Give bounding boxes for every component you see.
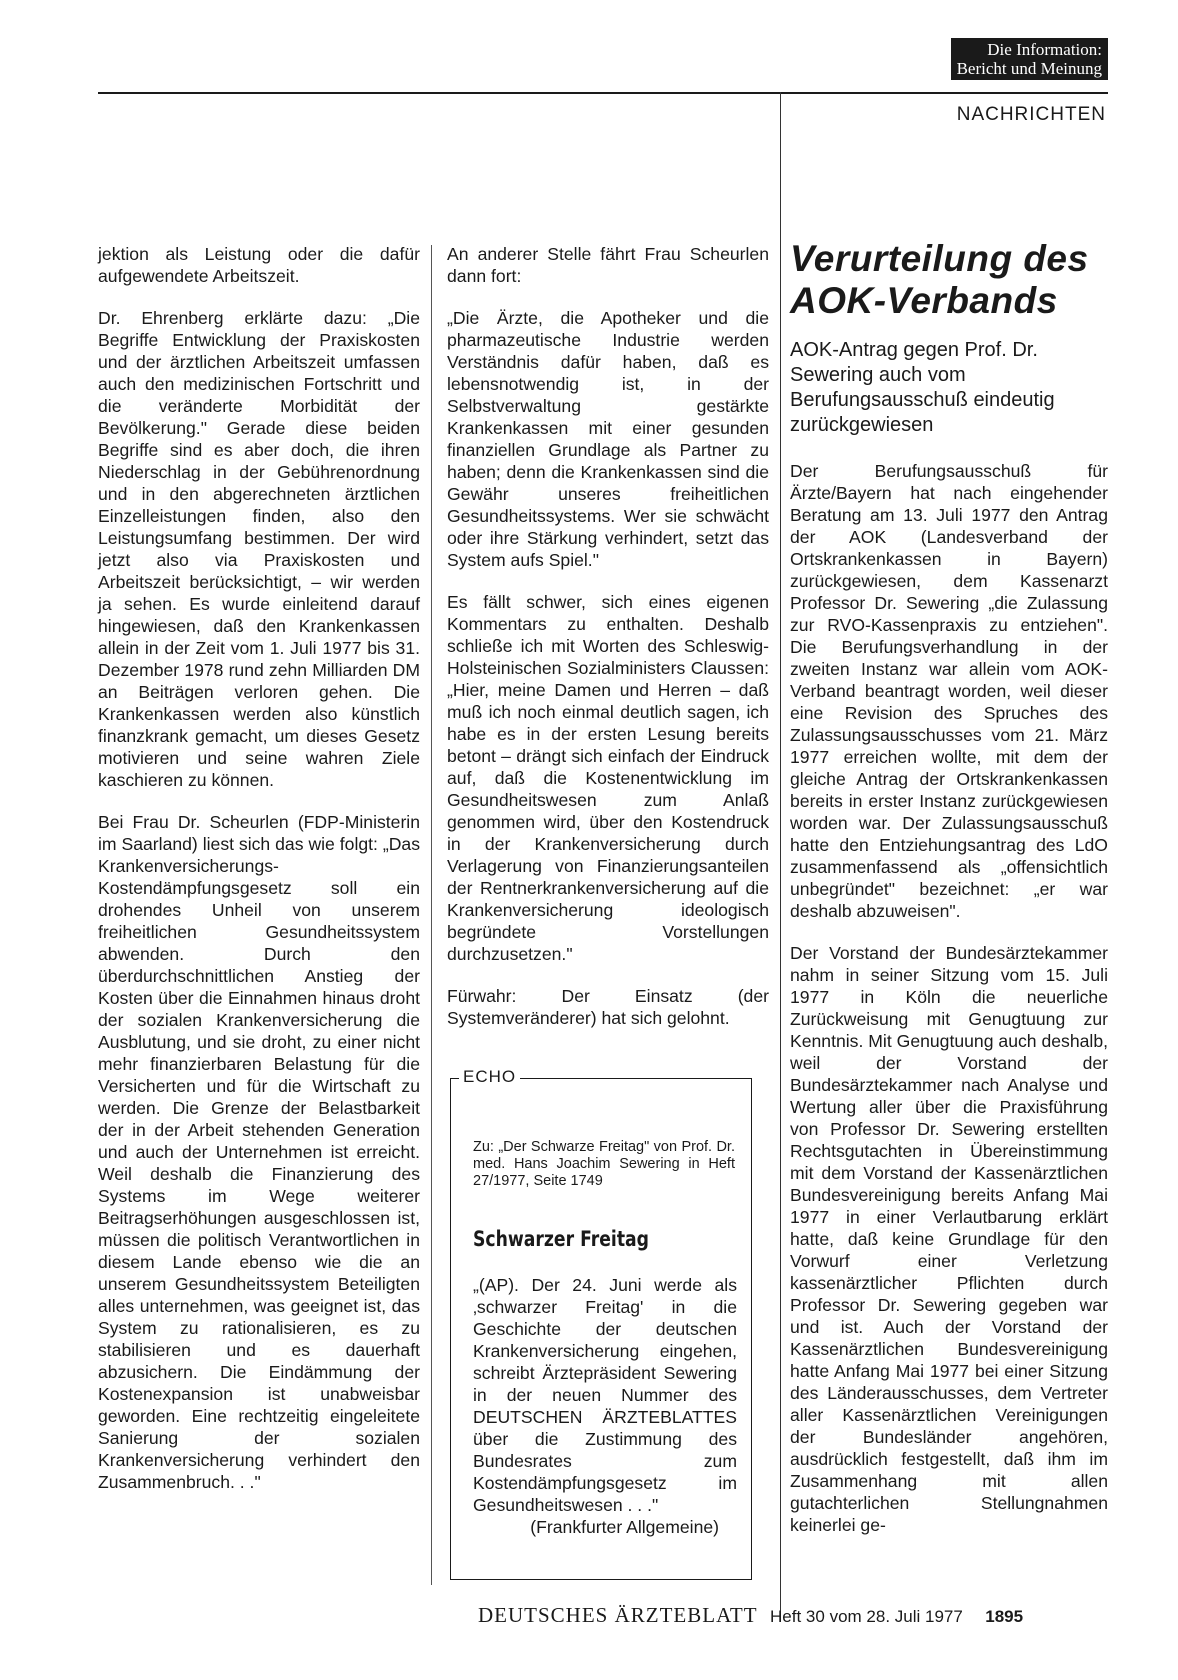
paragraph: „Die Ärzte, die Apotheker und die pharmazeutische Industrie werden Verständnis dafür haben, daß es lebensnotwendig ist, in der Selbstverwaltung gestärkte Krankenkassen mit einer gesunden finanziellen Grundlage als Partner zu haben; denn die Krankenkassen sind die Gewähr unseres freiheitlichen Gesundheitssystems. Wer sie schwächt oder ihre Stärkung verhindert, setzt das System aufs Spiel." (447, 308, 769, 570)
paragraph: Fürwahr: Der Einsatz (der Systemveränderer) hat sich gelohnt. (447, 986, 769, 1028)
column-divider-left (431, 245, 432, 1585)
headline-line-1: Verurteilung des (790, 238, 1089, 279)
column-3 (790, 238, 1108, 1556)
section-label: NACHRICHTEN (956, 104, 1106, 125)
badge-line-1: Die Information: (987, 40, 1102, 59)
section-badge (951, 38, 1108, 80)
echo-title: Schwarzer Freitag (473, 1227, 649, 1251)
page-number: 1895 (985, 1607, 1024, 1626)
badge-line-2: Bericht und Meinung (956, 59, 1102, 78)
echo-source: (Frankfurter Allgemeine) (530, 1517, 719, 1537)
column-2 (447, 243, 769, 1049)
echo-quote-text: „(AP). Der 24. Juni werde als ‚schwarzer Freitag' in die Geschichte der deutschen Krankenversicherung eingehen, schreibt Ärztepräsident Sewering in der neuen Nummer des DEUTSCHEN ÄRZTEBLATTES über die Zustimmung des Bundesrates zum Kostendämpfungsgesetz im Gesundheitswesen . . ." (473, 1275, 737, 1515)
echo-quote (473, 1274, 737, 1538)
article-subhead: AOK-Antrag gegen Prof. Dr. Sewering auch vom Berufungsausschuß eindeutig zurückgewiesen (790, 339, 1055, 436)
issue-info: Heft 30 vom 28. Juli 1977 (770, 1607, 963, 1626)
paragraph: Dr. Ehrenberg erklärte dazu: „Die Begriffe Entwicklung der Praxiskosten und der ärztlichen Arbeitszeit umfassen auch den medizinischen Fortschritt und die veränderte Morbidität der Bevölkerung." Gerade diese beiden Begriffe sind es aber doch, die ihren Niederschlag in der Gebührenordnung und in den abgerechneten ärztlichen Einzelleistungen finden, also den Leistungsumfang bestimmen. Der wird jetzt also via Praxiskosten und Arbeitszeit berücksichtigt, – wir werden ja sehen. Es wurde einleitend darauf hingewiesen, daß den Krankenkassen allein in der Zeit vom 1. Juli 1977 bis 31. Dezember 1978 rund zehn Milliarden DM an Beiträgen verloren gehen. Die Krankenkassen werden also künstlich finanzkrank gemacht, um dieses Gesetz motivieren und seine wahren Ziele kaschieren zu können. (98, 308, 420, 790)
echo-reference: Zu: „Der Schwarze Freitag" von Prof. Dr. med. Hans Joachim Sewering in Heft 27/1977, Seite 1749 (473, 1139, 735, 1189)
top-rule (98, 92, 1108, 94)
column-1 (98, 243, 420, 1513)
column-divider-right (780, 92, 781, 1622)
headline-line-2: AOK-Verbands (790, 280, 1058, 321)
paragraph: Der Vorstand der Bundesärztekammer nahm in seiner Sitzung vom 15. Juli 1977 in Köln die neuerliche Zurückweisung mit Genugtuung zur Kenntnis. Mit Genugtuung auch deshalb, weil der Vorstand der Bundesärztekammer nach Analyse und Wertung aller über die Praxisführung von Professor Dr. Sewering erstellten Rechtsgutachten in Übereinstimmung mit dem Vorstand der Kassenärztlichen Bundesvereinigung bereits Anfang Mai 1977 in einer Verlautbarung erklärt hatte, daß keine Grundlage für den Vorwurf einer Verletzung kassenärztlicher Pflichten durch Professor Dr. Sewering gegeben war und ist. Auch der Vorstand der Kassenärztlichen Bundesvereinigung hatte Anfang Mai 1977 bei einer Sitzung des Länderausschusses, dem Vertreter aller Kassenärztlichen Vereinigungen der Bundesländer angehören, ausdrücklich festgestellt, daß ihm im Zusammenhang mit allen gutachterlichen Stellungnahmen keinerlei ge- (790, 943, 1108, 1535)
article-headline (790, 238, 1108, 322)
echo-box (450, 1067, 752, 1580)
paragraph: Der Berufungsausschuß für Ärzte/Bayern hat nach eingehender Beratung am 13. Juli 1977 den Antrag der AOK (Landesverband der Ortskrankenkassen in Bayern) zurückgewiesen, dem Kassenarzt Professor Dr. Sewering „die Zulassung zur RVO-Kassenpraxis zu entziehen". Die Berufungsverhandlung in der zweiten Instanz war allein vom AOK-Verband beantragt worden, weil dieser eine Revision des Spruches des Zulassungsausschusses vom 21. März 1977 erreichen wollte, mit dem der gleiche Antrag der Ortskrankenkassen bereits in erster Instanz zurückgewiesen worden war. Der Zulassungsausschuß hatte den Entziehungsantrag des LdO zusammenfassend als „offensichtlich unbegründet" bezeichnet: „er war deshalb abzuweisen". (790, 461, 1108, 921)
echo-label: ECHO (459, 1067, 520, 1087)
journal-name: DEUTSCHES ÄRZTEBLATT (478, 1603, 758, 1627)
paragraph: An anderer Stelle fährt Frau Scheurlen dann fort: (447, 244, 769, 286)
paragraph: jektion als Leistung oder die dafür aufgewendete Arbeitszeit. (98, 244, 420, 286)
paragraph: Es fällt schwer, sich eines eigenen Kommentars zu enthalten. Deshalb schließe ich mit Worten des Schleswig-Holsteinischen Sozialministers Claussen: „Hier, meine Damen und Herren – daß muß ich noch einmal deutlich sagen, ich habe es in der ersten Lesung bereits betont – drängt sich einfach der Eindruck auf, daß die Kostenentwicklung im Gesundheitswesen zum Anlaß genommen wird, über den Kostendruck in der Krankenversicherung durch Verlagerung von Finanzierungsanteilen der Rentnerkrankenversicherung auf die Krankenversicherung ideologisch begründete Vorstellungen durchzusetzen." (447, 592, 769, 964)
paragraph: Bei Frau Dr. Scheurlen (FDP-Ministerin im Saarland) liest sich das wie folgt: „Das Krankenversicherungs-Kostendämpfungsgesetz soll ein drohendes Unheil von unserem freiheitlichen Gesundheitssystem abwenden. Durch den überdurchschnittlichen Anstieg der Kosten über die Einnahmen hinaus droht der sozialen Krankenversicherung die Ausblutung, und sie droht, zu einer nicht mehr finanzierbaren Belastung für die Versicherten und für die Wirtschaft zu werden. Die Grenze der Belastbarkeit der in der Arbeit stehenden Generation und auch der Unternehmen ist erreicht. Weil deshalb die Finanzierung des Systems im Wege weiterer Beitragserhöhungen ausgeschlossen ist, müssen die politisch Verantwortlichen in diesem Lande ebenso wie die an unserem Gesundheitssystem Beteiligten alles unternehmen, was geeignet ist, das System zu rationalisieren, es zu stabilisieren und es dauerhaft abzusichern. Die Eindämmung der Kostenexpansion ist unabweisbar geworden. Eine rechtzeitig eingeleitete Sanierung der sozialen Krankenversicherung verhindert den Zusammenbruch. . ." (98, 812, 420, 1492)
page-footer (478, 1603, 1023, 1628)
